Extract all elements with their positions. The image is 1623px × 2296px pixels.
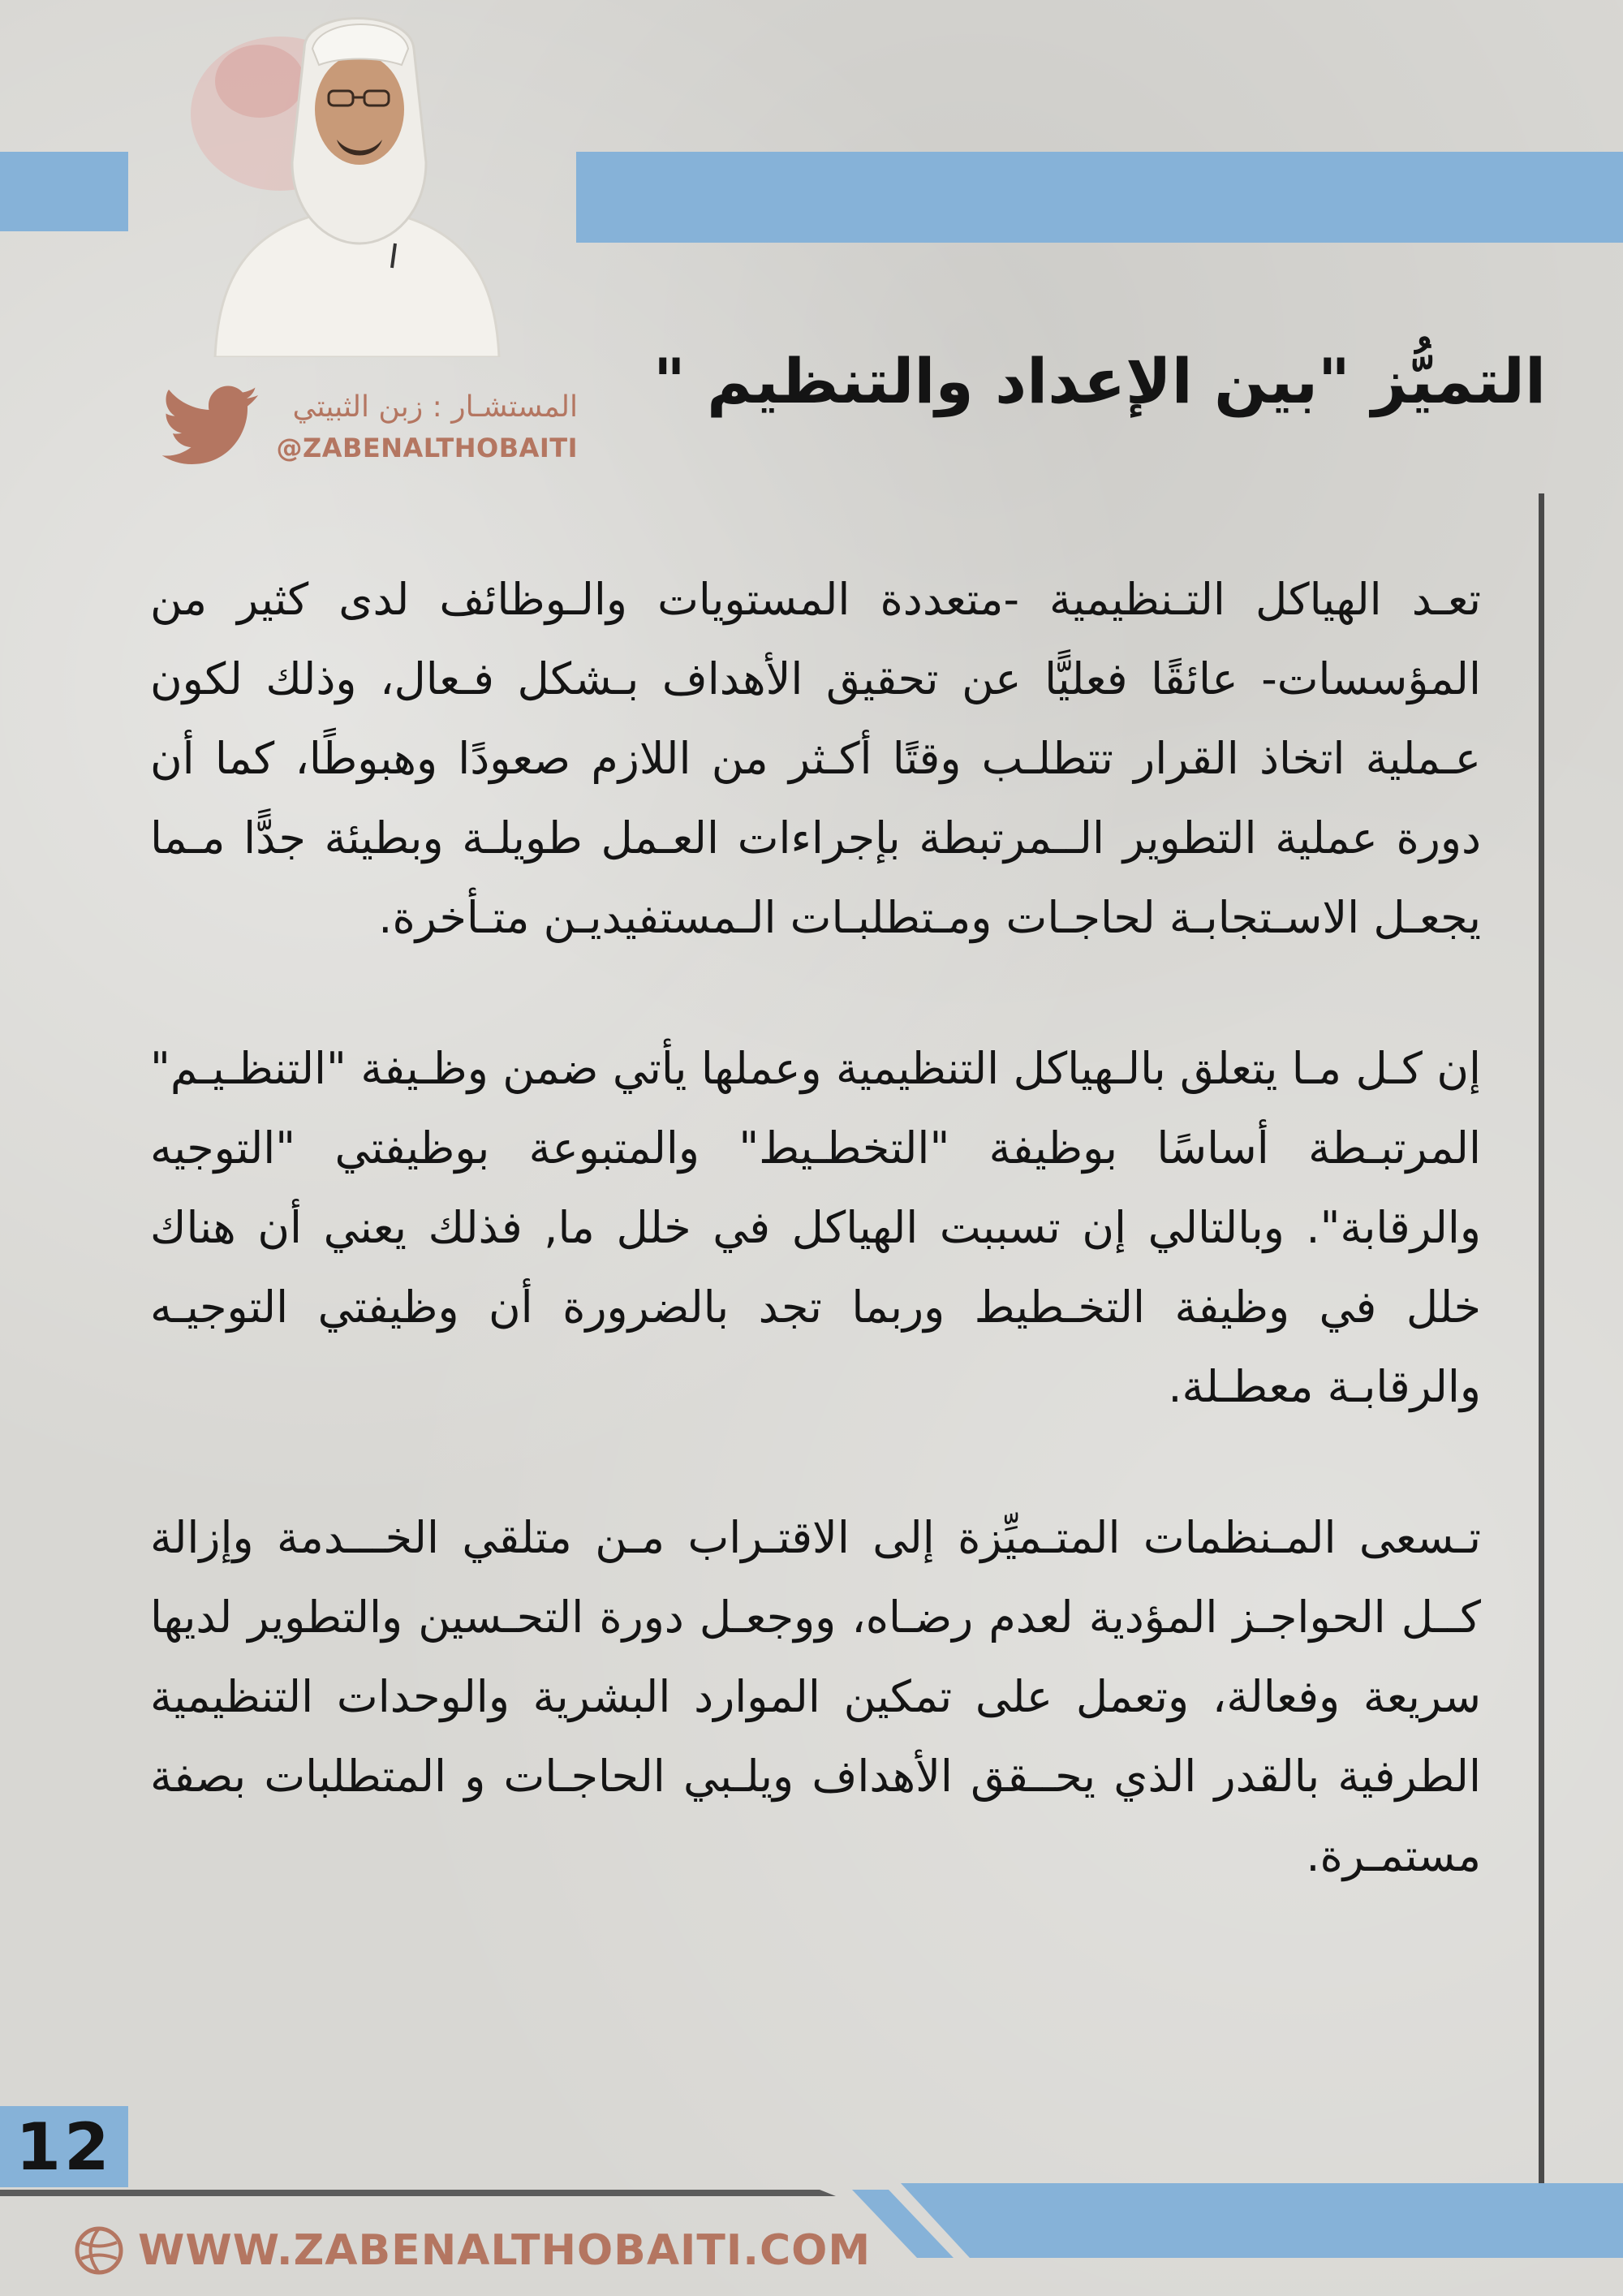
website-link[interactable] xyxy=(73,2222,871,2279)
page-number-box xyxy=(0,2106,128,2187)
vertical-rule xyxy=(1539,493,1544,2190)
article-paragraph-2: إن كـل مـا يتعلق بالـهياكل التنظيمية وعملها يأتي ضمن وظـيفة "التنظـيـم" المرتبـطة أساسًا بوظيفة "التخطـيط" والمتبوعة بوظيفتي "التوجيه والرقابة". وبالتالي إن تسببت الهياكل في خلل ما, فذلك يعني أن هناك خلل في وظيفة التخـطيط وربما تجد بالضرورة أن وظيفتي التوجيـه والرقابـة معطـلة. xyxy=(150,1043,1481,1412)
author-handle[interactable]: @ZABENALTHOBAITI xyxy=(276,433,578,463)
author-portrait xyxy=(183,0,532,357)
header-accent-bar-right xyxy=(576,152,1623,243)
header-accent-bar-left xyxy=(0,152,128,231)
article-body xyxy=(150,560,1481,1967)
article-paragraph-1: تعـد الهياكل التـنظيمية -متعددة المستويات والـوظائف لدى كثير من المؤسسات- عائقًا فعليًّا عن تحقيق الأهداف بـشكل فـعال، وذلك لكون عـملية اتخاذ القرار تتطلـب وقتًا أكـثر من اللازم صعودًا وهبوطًا، كما أن دورة عملية التطوير الــمرتبطة بإجراءات العـمل طويلـة وبطيئة جدًّا مـما يجعـل الاسـتجابـة لحاجـات ومـتطلبـات الـمستفيديـن متـأخرة. xyxy=(150,574,1481,943)
page-number: 12 xyxy=(15,2109,113,2185)
article-title: التميُّز "بين الإعداد والتنظيم " xyxy=(653,345,1546,417)
globe-icon xyxy=(73,2225,125,2277)
twitter-bird-icon[interactable] xyxy=(162,386,260,467)
website-url[interactable]: WWW.ZABENALTHOBAITI.COM xyxy=(138,2226,872,2275)
article-paragraph-3: تـسعى المـنظمات المتـميِّزة إلى الاقتـراب مـن متلقي الخـــدمة وإزالة كــل الحواجـز المؤدية لعدم رضـاه، ووجعـل دورة التحـسين والتطوير لديها سريعة وفعالة، وتعمل على تمكين الموارد البشرية والوحدات التنظيمية الطرفية بالقدر الذي يحــقق الأهداف ويلـبي الحاجـات و المتطلبات بصفة مستمـرة. xyxy=(150,1512,1481,1881)
author-block xyxy=(162,386,584,475)
author-name: المستشـار : زبن الثبيتي xyxy=(292,390,578,424)
